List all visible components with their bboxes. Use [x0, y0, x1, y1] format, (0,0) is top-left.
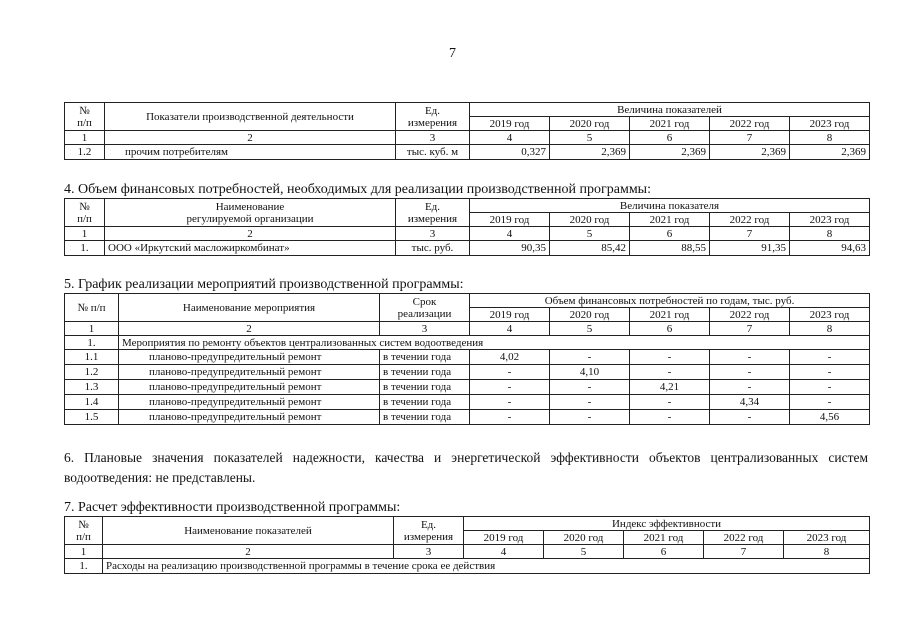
- header-num: № п/п: [65, 103, 105, 131]
- table-row: [65, 145, 870, 160]
- row-value: -: [550, 395, 630, 410]
- header-values: Объем финансовых потребностей по годам, тыс. руб.: [470, 294, 870, 308]
- col-number: 5: [550, 227, 630, 241]
- year-header: 2023 год: [790, 117, 870, 131]
- col-number: 3: [396, 227, 470, 241]
- col-number: 2: [105, 131, 396, 145]
- header-values: Величина показателей: [470, 103, 870, 117]
- column-numbers-row: [65, 545, 870, 559]
- col-number: 8: [784, 545, 870, 559]
- year-header: 2021 год: [630, 213, 710, 227]
- header-name: Показатели производственной деятельности: [105, 103, 396, 131]
- year-header: 2019 год: [470, 308, 550, 322]
- col-number: 4: [464, 545, 544, 559]
- row-term: в течении года: [380, 395, 470, 410]
- production-indicators-table: [64, 102, 870, 160]
- header-num: № п/п: [65, 517, 103, 545]
- row-num: 1.3: [65, 380, 119, 395]
- row-value: 4,56: [790, 410, 870, 425]
- row-value: -: [630, 410, 710, 425]
- row-term: в течении года: [380, 365, 470, 380]
- section-4-title: 4. Объем финансовых потребностей, необходимых для реализации производственной программы:: [64, 182, 651, 197]
- year-header: 2020 год: [550, 117, 630, 131]
- row-value: -: [790, 350, 870, 365]
- row-value: 4,02: [470, 350, 550, 365]
- row-value: -: [470, 365, 550, 380]
- row-name: планово-предупредительный ремонт: [119, 410, 380, 425]
- financial-needs-table: [64, 198, 870, 256]
- row-value: -: [630, 395, 710, 410]
- table-row: [65, 241, 870, 256]
- row-value: -: [470, 410, 550, 425]
- table-row: [65, 410, 870, 425]
- year-header: 2019 год: [470, 213, 550, 227]
- schedule-table: [64, 293, 870, 425]
- col-number: 3: [394, 545, 464, 559]
- column-numbers-row: [65, 322, 870, 336]
- row-name: ООО «Иркутский масложиркомбинат»: [105, 241, 396, 256]
- col-number: 1: [65, 322, 119, 336]
- row-value: -: [550, 380, 630, 395]
- col-number: 5: [544, 545, 624, 559]
- col-number: 2: [103, 545, 394, 559]
- row-value: 88,55: [630, 241, 710, 256]
- row-value: 2,369: [630, 145, 710, 160]
- row-num: 1.: [65, 559, 103, 574]
- row-value: -: [630, 350, 710, 365]
- header-unit: Ед. измерения: [394, 517, 464, 545]
- col-number: 1: [65, 131, 105, 145]
- row-name: Расходы на реализацию производственной программы в течение срока ее действия: [103, 559, 870, 574]
- col-number: 7: [710, 131, 790, 145]
- row-num: 1.2: [65, 145, 105, 160]
- col-number: 4: [470, 227, 550, 241]
- row-name: планово-предупредительный ремонт: [119, 350, 380, 365]
- group-row: [65, 336, 870, 350]
- row-value: -: [790, 380, 870, 395]
- row-value: -: [630, 365, 710, 380]
- row-value: 94,63: [790, 241, 870, 256]
- table-row: [65, 380, 870, 395]
- row-term: в течении года: [380, 410, 470, 425]
- year-header: 2021 год: [630, 308, 710, 322]
- row-value: -: [470, 395, 550, 410]
- header-name: Наименование регулируемой организации: [105, 199, 396, 227]
- col-number: 8: [790, 227, 870, 241]
- row-value: 4,10: [550, 365, 630, 380]
- header-name: Наименование показателей: [103, 517, 394, 545]
- row-name: прочим потребителям: [105, 145, 396, 160]
- col-number: 7: [710, 227, 790, 241]
- header-unit: Ед. измерения: [396, 199, 470, 227]
- row-value: -: [550, 410, 630, 425]
- year-header: 2020 год: [544, 531, 624, 545]
- col-number: 2: [119, 322, 380, 336]
- header-term: Срок реализации: [380, 294, 470, 322]
- section-5-title: 5. График реализации мероприятий производственной программы:: [64, 277, 464, 292]
- section-7-title: 7. Расчет эффективности производственной программы:: [64, 500, 401, 515]
- row-value: 4,34: [710, 395, 790, 410]
- year-header: 2019 год: [464, 531, 544, 545]
- row-value: 85,42: [550, 241, 630, 256]
- row-value: -: [710, 410, 790, 425]
- row-name: планово-предупредительный ремонт: [119, 365, 380, 380]
- page-number: 7: [449, 46, 456, 61]
- header-values: Величина показателя: [470, 199, 870, 213]
- row-value: -: [790, 365, 870, 380]
- row-num: 1.5: [65, 410, 119, 425]
- col-number: 6: [630, 131, 710, 145]
- group-num: 1.: [65, 336, 119, 350]
- header-values: Индекс эффективности: [464, 517, 870, 531]
- header-name: Наименование мероприятия: [119, 294, 380, 322]
- year-header: 2023 год: [790, 308, 870, 322]
- year-header: 2022 год: [710, 308, 790, 322]
- table-row: [65, 559, 870, 574]
- row-name: планово-предупредительный ремонт: [119, 395, 380, 410]
- col-number: 5: [550, 322, 630, 336]
- col-number: 2: [105, 227, 396, 241]
- year-header: 2023 год: [784, 531, 870, 545]
- col-number: 4: [470, 322, 550, 336]
- table-row: [65, 365, 870, 380]
- row-value: -: [790, 395, 870, 410]
- group-name: Мероприятия по ремонту объектов централизованных систем водоотведения: [119, 336, 870, 350]
- year-header: 2020 год: [550, 308, 630, 322]
- row-value: 90,35: [470, 241, 550, 256]
- year-header: 2023 год: [790, 213, 870, 227]
- row-value: -: [470, 380, 550, 395]
- year-header: 2021 год: [624, 531, 704, 545]
- year-header: 2019 год: [470, 117, 550, 131]
- year-header: 2022 год: [704, 531, 784, 545]
- row-value: 2,369: [550, 145, 630, 160]
- col-number: 7: [710, 322, 790, 336]
- row-value: 4,21: [630, 380, 710, 395]
- col-number: 3: [380, 322, 470, 336]
- row-value: -: [550, 350, 630, 365]
- row-num: 1.: [65, 241, 105, 256]
- row-num: 1.1: [65, 350, 119, 365]
- col-number: 5: [550, 131, 630, 145]
- col-number: 6: [630, 322, 710, 336]
- efficiency-table: [64, 516, 870, 574]
- col-number: 4: [470, 131, 550, 145]
- header-num: № п/п: [65, 294, 119, 322]
- col-number: 6: [624, 545, 704, 559]
- col-number: 3: [396, 131, 470, 145]
- table-row: [65, 350, 870, 365]
- table-row: [65, 395, 870, 410]
- row-value: 91,35: [710, 241, 790, 256]
- row-name: планово-предупредительный ремонт: [119, 380, 380, 395]
- header-num: № п/п: [65, 199, 105, 227]
- row-term: в течении года: [380, 380, 470, 395]
- col-number: 1: [65, 227, 105, 241]
- row-value: -: [710, 380, 790, 395]
- year-header: 2022 год: [710, 117, 790, 131]
- row-value: 0,327: [470, 145, 550, 160]
- row-unit: тыс. куб. м: [396, 145, 470, 160]
- col-number: 1: [65, 545, 103, 559]
- column-numbers-row: [65, 227, 870, 241]
- row-term: в течении года: [380, 350, 470, 365]
- row-num: 1.4: [65, 395, 119, 410]
- section-6-text: 6. Плановые значения показателей надежности, качества и энергетической эффективности объектов централизованных систем водоотведения: не представлены.: [64, 450, 868, 485]
- row-num: 1.2: [65, 365, 119, 380]
- row-value: 2,369: [710, 145, 790, 160]
- row-value: -: [710, 365, 790, 380]
- year-header: 2022 год: [710, 213, 790, 227]
- header-unit: Ед. измерения: [396, 103, 470, 131]
- col-number: 7: [704, 545, 784, 559]
- row-unit: тыс. руб.: [396, 241, 470, 256]
- col-number: 8: [790, 131, 870, 145]
- col-number: 6: [630, 227, 710, 241]
- row-value: -: [710, 350, 790, 365]
- row-value: 2,369: [790, 145, 870, 160]
- year-header: 2020 год: [550, 213, 630, 227]
- year-header: 2021 год: [630, 117, 710, 131]
- col-number: 8: [790, 322, 870, 336]
- column-numbers-row: [65, 131, 870, 145]
